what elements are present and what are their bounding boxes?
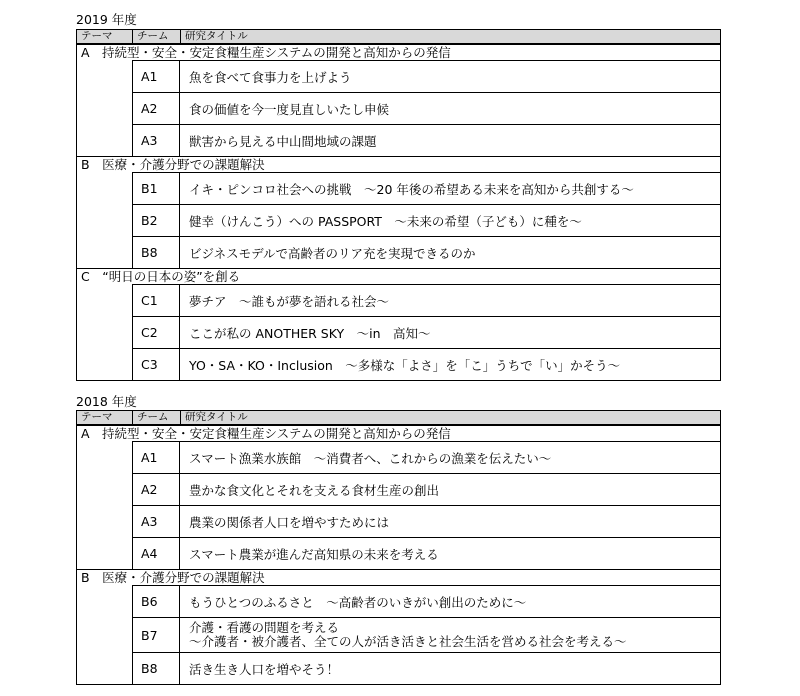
team-code: B8 [133, 237, 180, 268]
team-code: A3 [133, 506, 180, 537]
research-title: YO・SA・KO・Inclusion ～多様な「よさ」を「こ」うちで「い」かそう～ [189, 357, 621, 373]
table-header [77, 411, 720, 425]
header-team: チーム [137, 30, 169, 42]
theme-group [77, 425, 720, 569]
theme-title: C “明日の日本の姿”を創る [81, 269, 241, 284]
research-title: 食の価値を今一度見直しいたし申候 [189, 101, 390, 117]
team-code: B6 [133, 586, 180, 617]
team-code: C1 [133, 285, 180, 316]
research-title: 魚を食べて食事力を上げよう [189, 69, 352, 85]
research-title: イキ・ピンコロ社会への挑戦 ～20 年後の希望ある未来を高知から共創する～ [189, 181, 634, 197]
header-title: 研究タイトル [185, 411, 248, 423]
team-code: C2 [133, 317, 180, 348]
research-title: スマート農業が進んだ高知県の未来を考える [189, 546, 439, 562]
header-team: チーム [137, 411, 169, 423]
year-heading: 2019 年度 [76, 12, 137, 27]
theme-title: B 医療・介護分野での課題解決 [81, 570, 265, 585]
research-title: ビジネスモデルで高齢者のリア充を実現できるのか [189, 245, 476, 261]
table-row [132, 236, 720, 268]
team-code: A2 [133, 474, 180, 505]
research-title: ここが私の ANOTHER SKY ～in 高知～ [189, 325, 431, 341]
theme-group [77, 268, 720, 380]
team-code: B2 [133, 205, 180, 236]
table-header [77, 30, 720, 44]
team-code: A1 [133, 442, 180, 473]
table-row [132, 172, 720, 204]
team-code: A1 [133, 61, 180, 92]
team-code: A4 [133, 538, 180, 569]
research-title: スマート漁業水族館 ～消費者へ、これからの漁業を伝えたい～ [189, 450, 552, 466]
table-row [132, 441, 720, 473]
theme-title: A 持続型・安全・安定食糧生産システムの開発と高知からの発信 [81, 426, 451, 441]
theme-title: B 医療・介護分野での課題解決 [81, 157, 265, 172]
theme-group [77, 156, 720, 268]
research-title: もうひとつのふるさと ～高齢者のいきがい創出のために～ [189, 594, 527, 610]
team-code: B7 [133, 618, 180, 652]
table-row [132, 284, 720, 316]
research-title [189, 618, 714, 652]
table-row [132, 60, 720, 92]
table-row [132, 204, 720, 236]
table-row [132, 473, 720, 505]
theme-title: A 持続型・安全・安定食糧生産システムの開発と高知からの発信 [81, 45, 451, 60]
theme-group [77, 44, 720, 156]
research-title: 獣害から見える中山間地域の課題 [189, 133, 377, 149]
team-code: A3 [133, 125, 180, 156]
header-theme: テーマ [81, 411, 113, 423]
year-heading: 2018 年度 [76, 394, 137, 409]
research-title: 豊かな食文化とそれを支える食材生産の創出 [189, 482, 440, 498]
research-title: 夢チア ～誰もが夢を語れる社会～ [189, 293, 390, 309]
table-row [132, 652, 720, 684]
table-row [132, 92, 720, 124]
table-row [132, 316, 720, 348]
header-theme: テーマ [81, 30, 113, 42]
research-table [76, 410, 721, 685]
research-title-line1: 介護・看護の問題を考える [189, 620, 340, 635]
research-title-line2: ～介護者・被介護者、全ての人が活き活きと社会生活を営める社会を考える～ [189, 634, 627, 649]
theme-group [77, 569, 720, 684]
team-code: C3 [133, 349, 180, 380]
research-title: 健幸（けんこう）への PASSPORT ～未来の希望（子ども）に種を～ [189, 213, 582, 229]
table-row [132, 585, 720, 617]
table-row [132, 537, 720, 569]
team-code: B8 [133, 653, 180, 684]
table-row [132, 617, 720, 652]
table-row [132, 124, 720, 156]
team-code: A2 [133, 93, 180, 124]
header-title: 研究タイトル [185, 30, 248, 42]
research-title: 活き生き人口を増やそう！ [189, 661, 340, 677]
table-row [132, 348, 720, 380]
research-title: 農業の関係者人口を増やすためには [189, 514, 390, 530]
research-table [76, 29, 721, 381]
team-code: B1 [133, 173, 180, 204]
table-row [132, 505, 720, 537]
